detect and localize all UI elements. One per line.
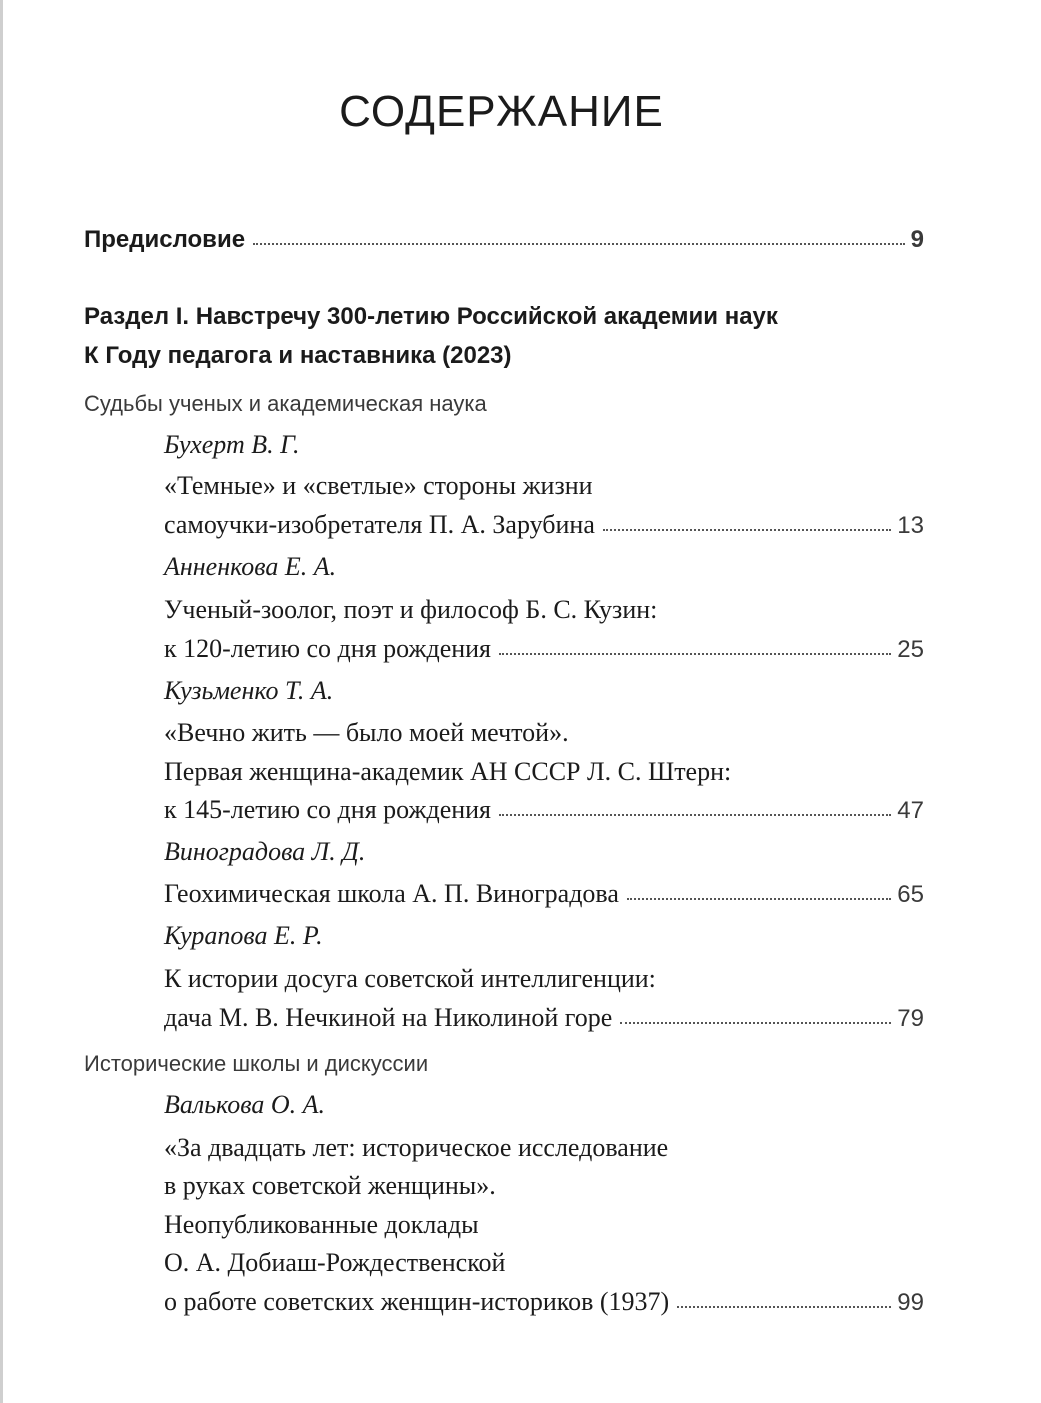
page-number: 25 (897, 636, 924, 663)
entry-title-line: Геохимическая школа А. П. Виноградова (164, 879, 619, 908)
entry-title-line: «Вечно жить — было моей мечтой». (164, 718, 569, 747)
entry-title-line: О. А. Добиаш-Рождественской (164, 1248, 506, 1277)
toc-entry-last-line[interactable] (164, 874, 924, 914)
section-heading-line-1: Раздел I. Навстречу 300-летию Российской академии наук (84, 303, 778, 330)
page-edge (0, 0, 3, 1403)
entry-author: Валькова О. А. (164, 1090, 325, 1119)
dot-leader (627, 897, 891, 900)
entry-title-line: в руках советской женщины». (164, 1171, 496, 1200)
page-number: 47 (897, 797, 924, 824)
entry-author: Кузьменко Т. А. (164, 676, 334, 705)
entry-title-line: «За двадцать лет: историческое исследование (164, 1133, 669, 1162)
entry-title-line: к 145-летию со дня рождения (164, 795, 492, 824)
dot-leader (499, 813, 891, 816)
dot-leader (253, 242, 905, 245)
entry-title-line: о работе советских женщин-историков (1937) (164, 1287, 670, 1316)
toc-entry-last-line[interactable] (164, 505, 924, 545)
subsection-title: Исторические школы и дискуссии (84, 1051, 429, 1076)
entry-author: Анненкова Е. А. (164, 552, 337, 581)
entry-author: Бухерт В. Г. (164, 430, 300, 459)
page-number: 13 (897, 512, 924, 539)
page-number: 99 (897, 1289, 924, 1316)
page-number: 9 (910, 226, 924, 253)
entry-title-line: самоучки-изобретателя П. А. Зарубина (164, 510, 595, 539)
entry-title-line: «Темные» и «светлые» стороны жизни (164, 471, 593, 500)
dot-leader (620, 1021, 891, 1024)
subsection-title: Судьбы ученых и академическая наука (84, 391, 487, 416)
entry-title-line: Ученый-зоолог, поэт и философ Б. С. Кузин: (164, 595, 658, 624)
toc-entry-last-line[interactable] (164, 790, 924, 830)
page-title: СОДЕРЖАНИЕ (339, 87, 664, 136)
preface-label: Предисловие (84, 226, 246, 253)
toc-entry-preface[interactable] (84, 220, 924, 260)
entry-title-line: Неопубликованные доклады (164, 1210, 479, 1239)
toc-entry-last-line[interactable] (164, 629, 924, 669)
dot-leader (677, 1305, 891, 1308)
entry-title-line: Первая женщина-академик АН СССР Л. С. Штерн: (164, 757, 732, 786)
dot-leader (603, 528, 891, 531)
dot-leader (499, 652, 891, 655)
entry-title-line: дача М. В. Нечкиной на Николиной горе (164, 1003, 613, 1032)
page-number: 79 (897, 1005, 924, 1032)
toc-entry-last-line[interactable] (164, 1282, 924, 1322)
page-number: 65 (897, 881, 924, 908)
entry-author: Курапова Е. Р. (164, 921, 323, 950)
entry-title-line: к 120-летию со дня рождения (164, 634, 492, 663)
section-heading-line-2: К Году педагога и наставника (2023) (84, 342, 512, 369)
entry-author: Виноградова Л. Д. (164, 837, 366, 866)
entry-title-line: К истории досуга советской интеллигенции: (164, 964, 656, 993)
toc-entry-last-line[interactable] (164, 998, 924, 1038)
